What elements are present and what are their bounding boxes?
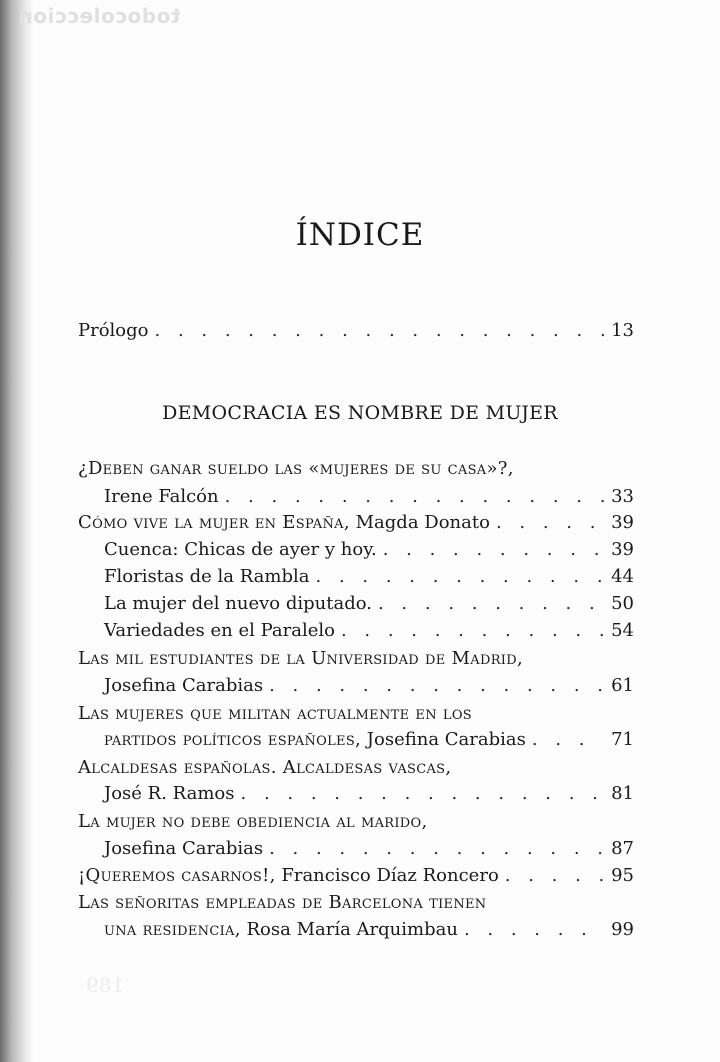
toc-entry-row [78, 863, 634, 889]
toc-entry-title: ¡Queremos casarnos!, [78, 865, 276, 886]
toc-page-number: 99 [611, 919, 634, 940]
leader-dots [496, 510, 604, 536]
toc-entry-title: ¿Deben ganar sueldo las «mujeres de su casa»?, [78, 458, 514, 479]
leader-dots [464, 917, 604, 943]
toc-page-number: 39 [611, 539, 634, 560]
toc-page-number: 13 [611, 320, 634, 341]
toc-entry-title-author [78, 863, 499, 889]
toc-entry-title: Alcaldesas españolas. Alcaldesas vascas, [78, 757, 452, 778]
toc-entry-author: Josefina Carabias [104, 675, 264, 696]
toc-entry-author-row [104, 484, 634, 510]
leader-dots [269, 836, 604, 862]
toc-entry-title: partidos políticos españoles, [104, 729, 362, 750]
toc-subentry-title: La mujer del nuevo diputado. [104, 593, 372, 614]
leader-dots [383, 537, 604, 563]
toc-entry-author: Rosa María Arquimbau [246, 919, 458, 940]
leader-dots [341, 618, 604, 644]
toc-entry-title: Cómo vive la mujer en España, [78, 512, 350, 533]
toc-page-number: 87 [611, 838, 634, 859]
toc-subentry-row [104, 618, 634, 644]
toc-entry-title: Prólogo [78, 320, 149, 341]
toc-entry-row [104, 727, 634, 753]
toc-entry-prologue [78, 318, 634, 344]
toc-page-number: 39 [611, 512, 634, 533]
toc-entry-row [104, 917, 634, 943]
toc-subentry-row [104, 591, 634, 617]
toc-subentry-row [104, 564, 634, 590]
toc-entry-author: Josefina Carabias [104, 838, 264, 859]
toc-entry-author-row [104, 781, 634, 807]
toc-entry-title: Las mujeres que militan actualmente en los [78, 703, 473, 724]
toc-page-number: 81 [611, 783, 634, 804]
toc-page-number: 61 [611, 675, 634, 696]
toc-entry-author-row [104, 673, 634, 699]
toc-entry-title-author [78, 510, 490, 536]
toc-entry-title-author [104, 727, 526, 753]
toc-page-number: 50 [611, 593, 634, 614]
toc-page-number: 71 [611, 729, 634, 750]
leader-dots [316, 564, 605, 590]
toc-entry-author: Irene Falcón [104, 486, 219, 507]
bleed-through-page-number: 189 [86, 973, 125, 997]
toc-page-number: 54 [611, 620, 634, 641]
leader-dots [269, 673, 604, 699]
toc-entry-author: José R. Ramos [104, 783, 235, 804]
toc-subentry-title: Floristas de la Rambla [104, 566, 310, 587]
toc-entry-author-row [104, 836, 634, 862]
leader-dots [378, 591, 604, 617]
leader-dots [155, 318, 604, 344]
toc-entry-title: Las mil estudiantes de la Universidad de Madrid, [78, 648, 523, 669]
toc-entry-title-author [104, 917, 458, 943]
leader-dots [532, 727, 604, 753]
toc-subentry-title: Cuenca: Chicas de ayer y hoy. [104, 539, 377, 560]
toc-entry-author: Francisco Díaz Roncero [281, 865, 499, 886]
toc-page-number: 95 [611, 865, 634, 886]
toc-entry-row [78, 510, 634, 536]
toc-subentry-row [104, 537, 634, 563]
leader-dots [241, 781, 605, 807]
toc-entry-title: una residencia, [104, 919, 241, 940]
toc-entry-author: Magda Donato [355, 512, 490, 533]
toc-entry-author: Josefina Carabias [366, 729, 526, 750]
toc-entry-title: La mujer no debe obediencia al marido, [78, 811, 428, 832]
watermark: todocoleccion [18, 4, 181, 28]
toc-subentry-title: Variedades en el Paralelo [104, 620, 335, 641]
section-heading: DEMOCRACIA ES NOMBRE DE MUJER [162, 402, 558, 424]
spine-shadow [0, 0, 34, 1062]
toc-page-number: 44 [611, 566, 634, 587]
toc-page-number: 33 [611, 486, 634, 507]
toc-entry-title: Las señoritas empleadas de Barcelona tienen [78, 892, 487, 913]
leader-dots [225, 484, 604, 510]
page-title: ÍNDICE [295, 216, 425, 253]
leader-dots [505, 863, 604, 889]
